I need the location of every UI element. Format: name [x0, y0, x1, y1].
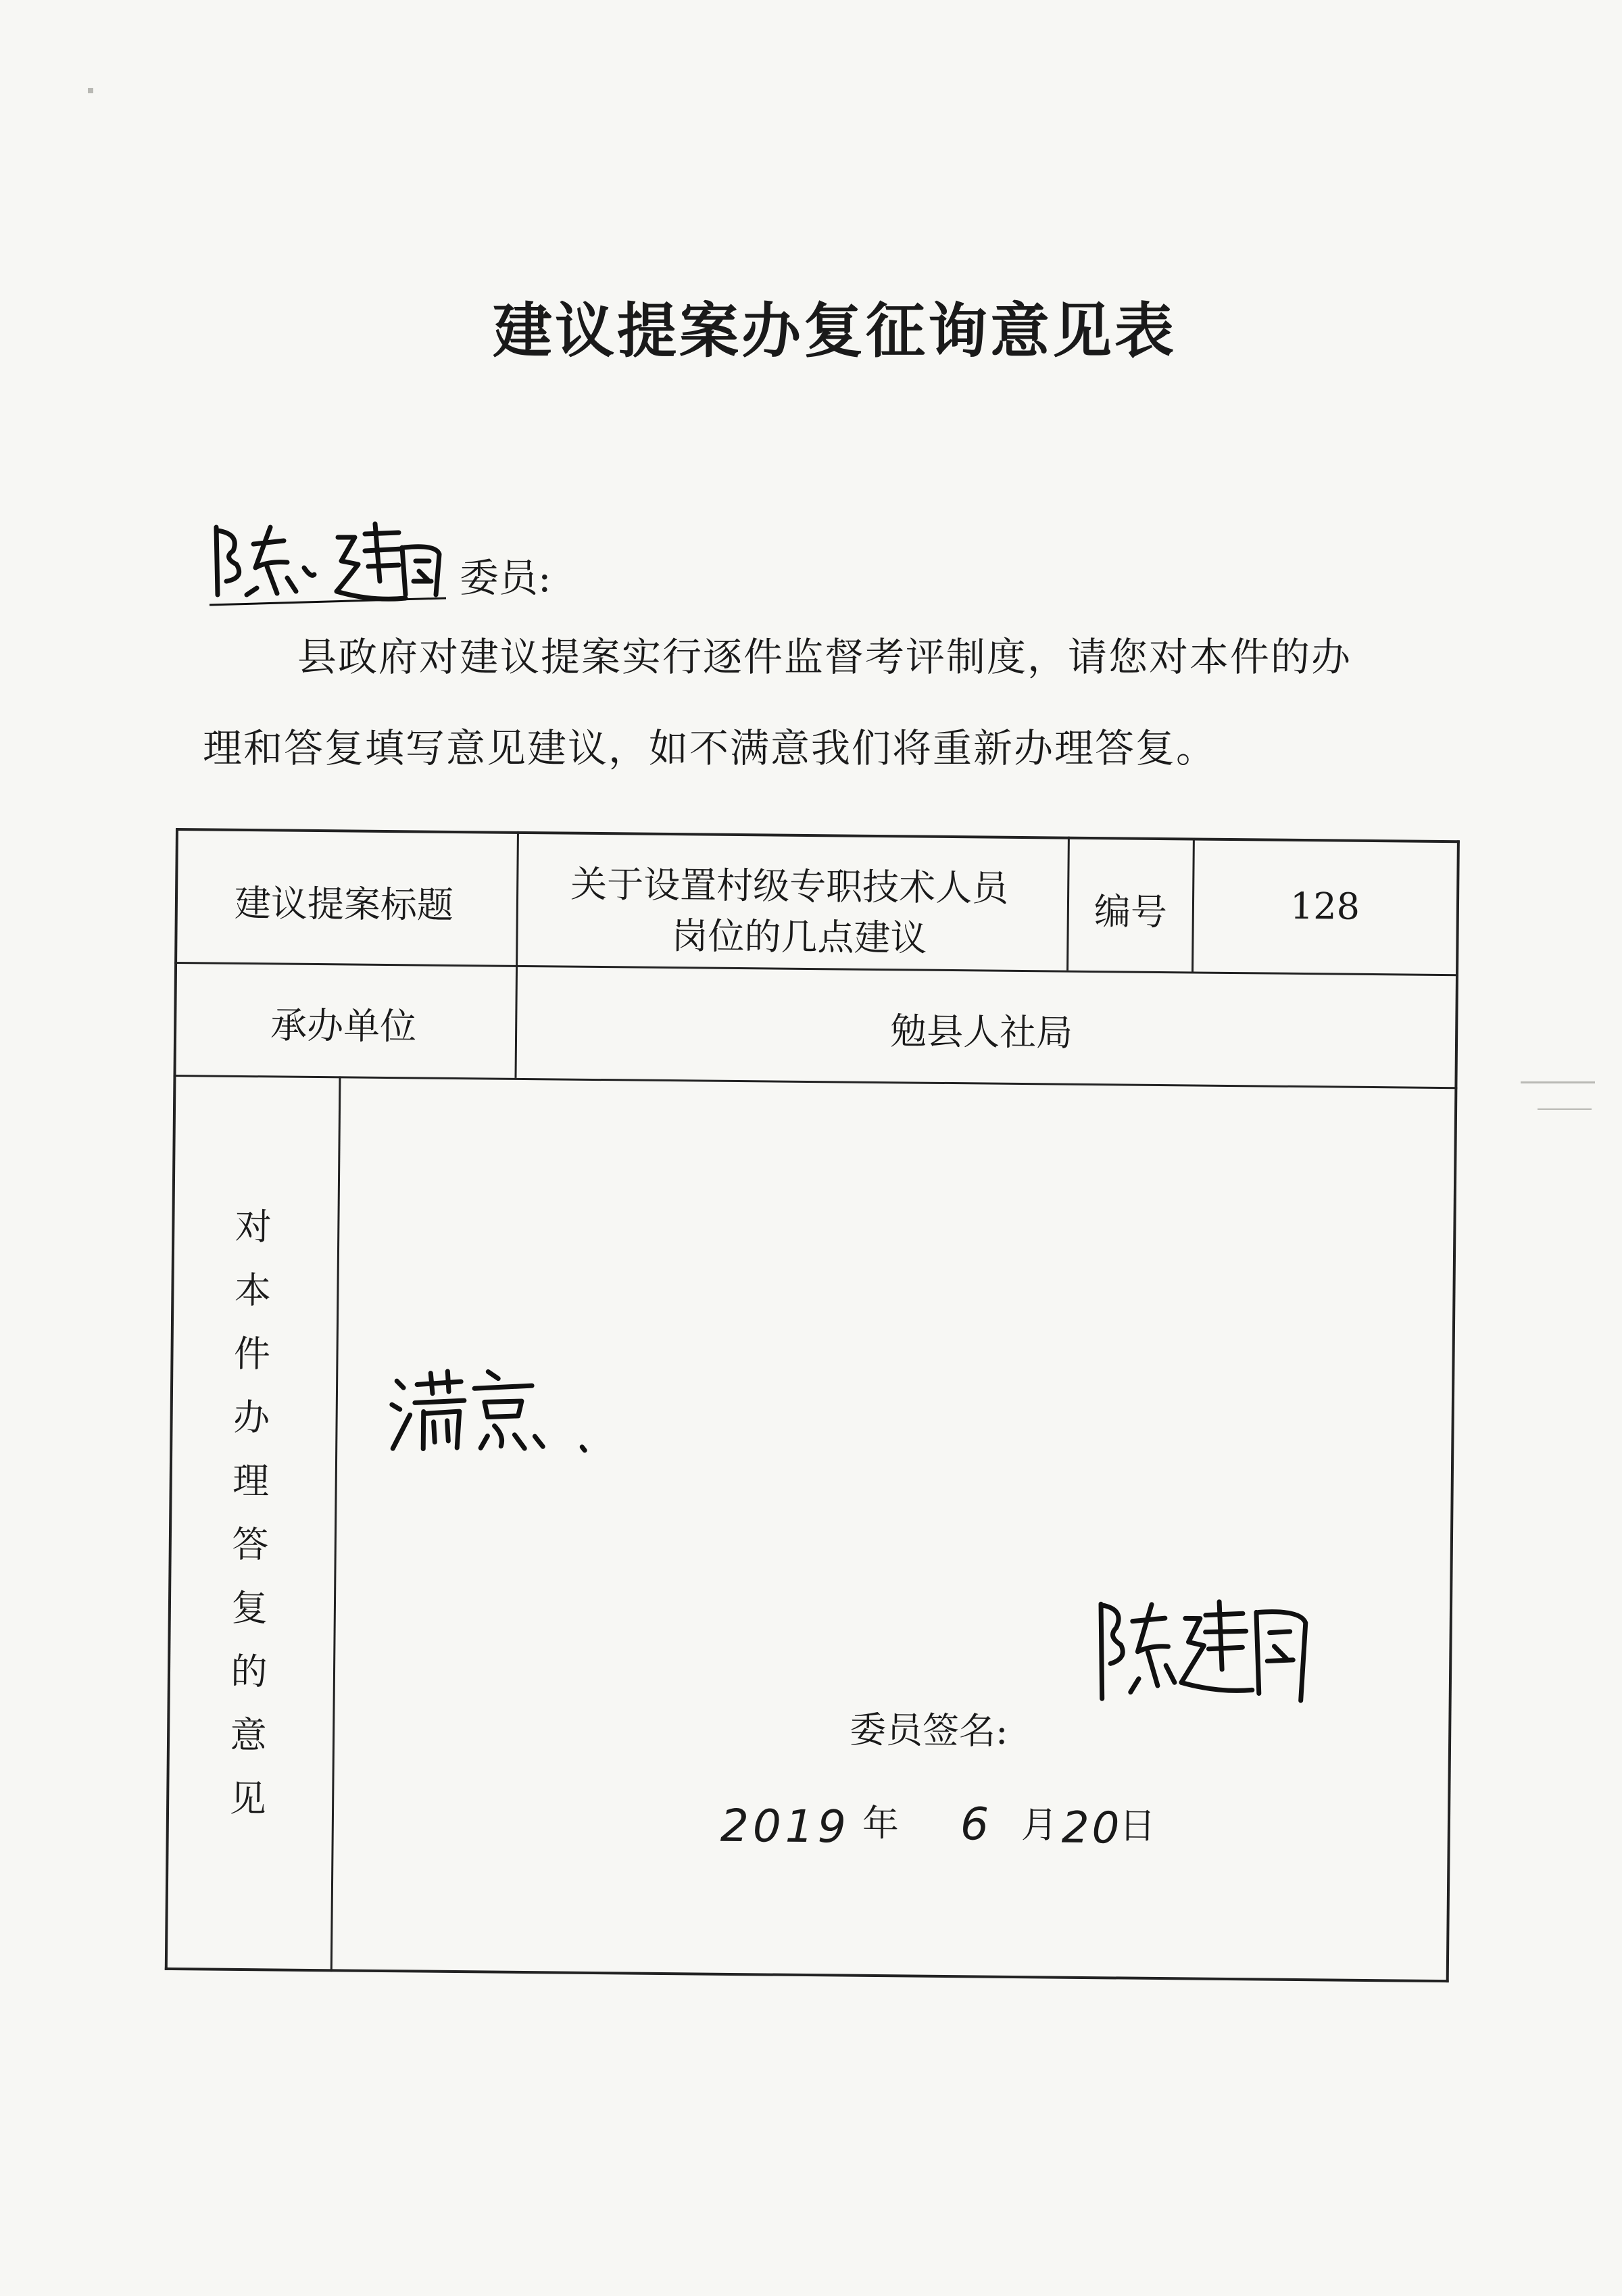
table-border-left	[165, 828, 178, 1970]
table-row-divider-1	[174, 962, 1458, 976]
table-col-divider-opinion	[330, 1076, 341, 1972]
signature-label: 委员签名:	[849, 1708, 1008, 1753]
feedback-table	[165, 828, 1460, 1982]
date-month-unit: 月	[1021, 1803, 1058, 1847]
date-year-handwritten: 2019	[720, 1799, 851, 1853]
title-value-line-2: 岗位的几点建议	[671, 914, 927, 960]
salutation	[203, 514, 1014, 608]
title-label: 建议提案标题	[234, 881, 454, 927]
scan-mark	[1521, 1081, 1595, 1083]
table-border-right	[1446, 840, 1460, 1982]
scan-mark	[1538, 1108, 1592, 1110]
table-row-divider-2	[173, 1075, 1457, 1089]
number-label: 编号	[1093, 890, 1168, 934]
table-border-top	[176, 828, 1460, 843]
number-value: 128	[1289, 884, 1360, 928]
intro-text-line-1: 县政府对建议提案实行逐件监督考评制度，请您对本件的办	[297, 634, 1352, 680]
table-border-bottom	[165, 1968, 1449, 1982]
opinion-handwritten	[386, 1361, 603, 1464]
org-value: 勉县人社局	[889, 1010, 1073, 1054]
member-name-handwritten	[203, 514, 453, 608]
date-day-handwritten: 20	[1061, 1803, 1123, 1854]
table-col-divider-label	[514, 831, 519, 1078]
date-month-handwritten: 6	[960, 1798, 989, 1851]
intro-text-line-2: 理和答复填写意见建议，如不满意我们将重新办理答复。	[203, 725, 1217, 771]
table-col-divider-number-label	[1066, 837, 1070, 971]
signature-date	[720, 1793, 1329, 1867]
opinion-label: 对本件办理答复的意见	[223, 1206, 272, 1843]
date-year-unit: 年	[862, 1801, 900, 1845]
table-col-divider-number-value	[1191, 837, 1195, 971]
document-title: 建议提案办复征询意见表	[492, 295, 1177, 366]
org-label: 承办单位	[270, 1004, 417, 1048]
title-value-line-1: 关于设置村级专职技术人员	[570, 862, 1009, 910]
scan-mark	[88, 88, 93, 93]
date-day-unit: 日	[1119, 1804, 1156, 1847]
salutation-suffix: 委员:	[460, 555, 551, 601]
signature-handwritten	[1090, 1590, 1314, 1707]
